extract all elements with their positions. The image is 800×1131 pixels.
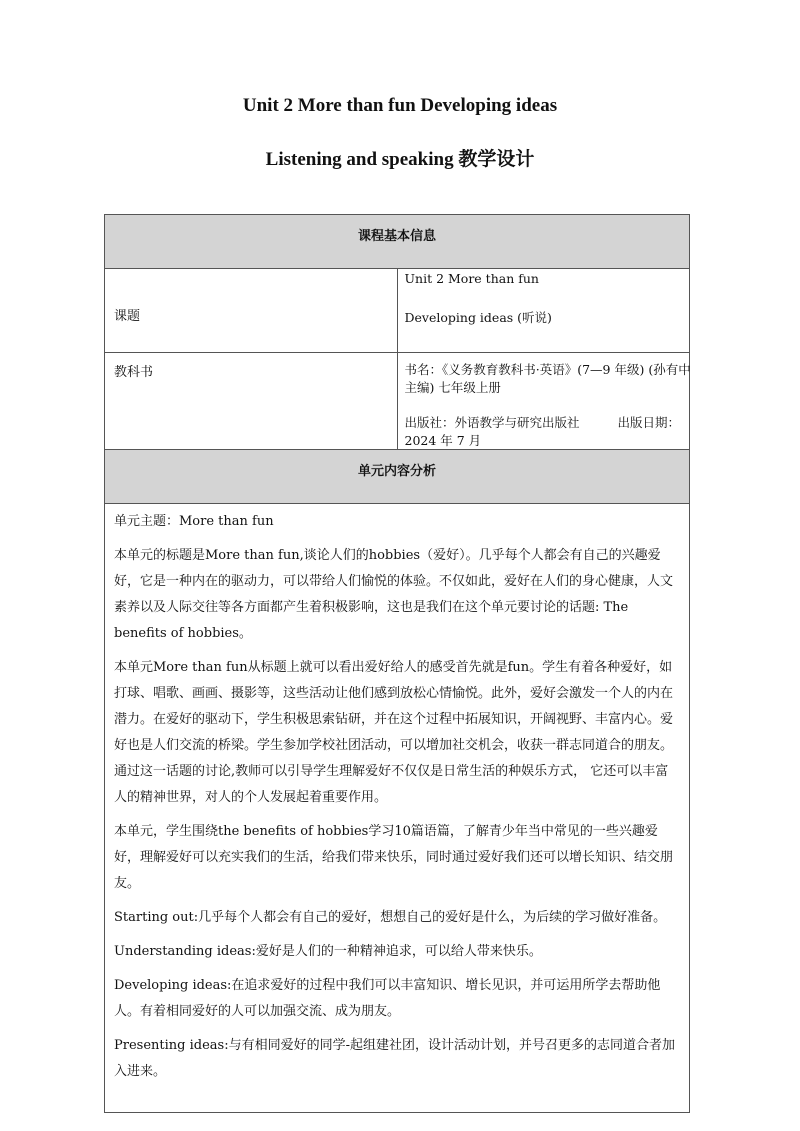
paragraph-1: 本单元的标题是More than fun,谈论人们的hobbies（爱好）。几乎每个人都会有自己的兴趣爱好，它是一种内在的驱动力，可以带给人们愉悦的体验。不仅如此，爱好在人们的身心健康，人文素养以及人际交往等各方面都产生着积极影响，这也是我们在这个单元要讨论的话题: The benefits of hobbies。 bbox=[114, 548, 674, 641]
paragraph-developing-ideas: Developing ideas:在追求爱好的过程中我们可以丰富知识、增长见识，并可运用所学去帮助他人。有着相同爱好的人可以加强交流、成为朋友。 bbox=[114, 978, 661, 1019]
book-name: 书名：《义务教育教科书·英语》(7—9 年级) (孙有中主编) 七年级上册 bbox=[404, 362, 691, 395]
lesson-info-table bbox=[104, 214, 690, 1113]
publisher: 出版社：外语教学与研究出版社 bbox=[404, 415, 580, 430]
section-header-basic-info: 课程基本信息 bbox=[105, 215, 690, 269]
topic-line-2: Developing ideas (听说) bbox=[404, 310, 552, 325]
document-subtitle: Listening and speaking 教学设计 bbox=[265, 149, 535, 170]
topic-value-cell bbox=[397, 269, 690, 353]
publish-date: 出版日期：2024 年 7 月 bbox=[404, 415, 681, 448]
topic-label: 课题 bbox=[105, 269, 398, 353]
document-title: Unit 2 More than fun Developing ideas bbox=[242, 95, 558, 116]
publish-info bbox=[405, 413, 697, 449]
section-header-unit-analysis: 单元内容分析 bbox=[105, 450, 690, 504]
paragraph-starting-out: Starting out:几乎每个人都会有自己的爱好，想想自己的爱好是什么，为后续的学习做好准备。 bbox=[114, 910, 667, 925]
textbook-value-cell bbox=[397, 353, 690, 450]
topic-line-1: Unit 2 More than fun bbox=[404, 271, 539, 286]
paragraph-2: 本单元More than fun从标题上就可以看出爱好给人的感受首先就是fun。学生有着各种爱好，如打球、唱歌、画画、摄影等，这些活动让他们感到放松心情愉悦。此外，爱好会激发一个人的内在潜力。在爱好的驱动下，学生积极思索钻研，并在这个过程中拓展知识，开阔视野、丰富内心。爱好也是人们交流的桥梁。学生参加学校社团活动，可以增加社交机会，收获一群志同道合的朋友。通过这一话题的讨论,教师可以引导学生理解爱好不仅仅是日常生活的种娱乐方式， 它还可以丰富人的精神世界，对人的个人发展起着重要作用。 bbox=[114, 660, 674, 805]
paragraph-3: 本单元，学生围绕the benefits of hobbies学习10篇语篇，了解青少年当中常见的一些兴趣爱好，理解爱好可以充实我们的生活，给我们带来快乐，同时通过爱好我们还可以增长知识、结交朋友。 bbox=[114, 824, 674, 891]
unit-theme: 单元主题：More than fun bbox=[114, 514, 274, 529]
paragraph-understanding-ideas: Understanding ideas:爱好是人们的一种精神追求，可以给人带来快乐。 bbox=[114, 944, 542, 959]
unit-analysis-body bbox=[105, 504, 690, 1113]
textbook-label: 教科书 bbox=[105, 353, 398, 450]
paragraph-presenting-ideas: Presenting ideas:与有相同爱好的同学-起组建社团，设计活动计划，并号召更多的志同道合者加入进来。 bbox=[114, 1038, 675, 1079]
